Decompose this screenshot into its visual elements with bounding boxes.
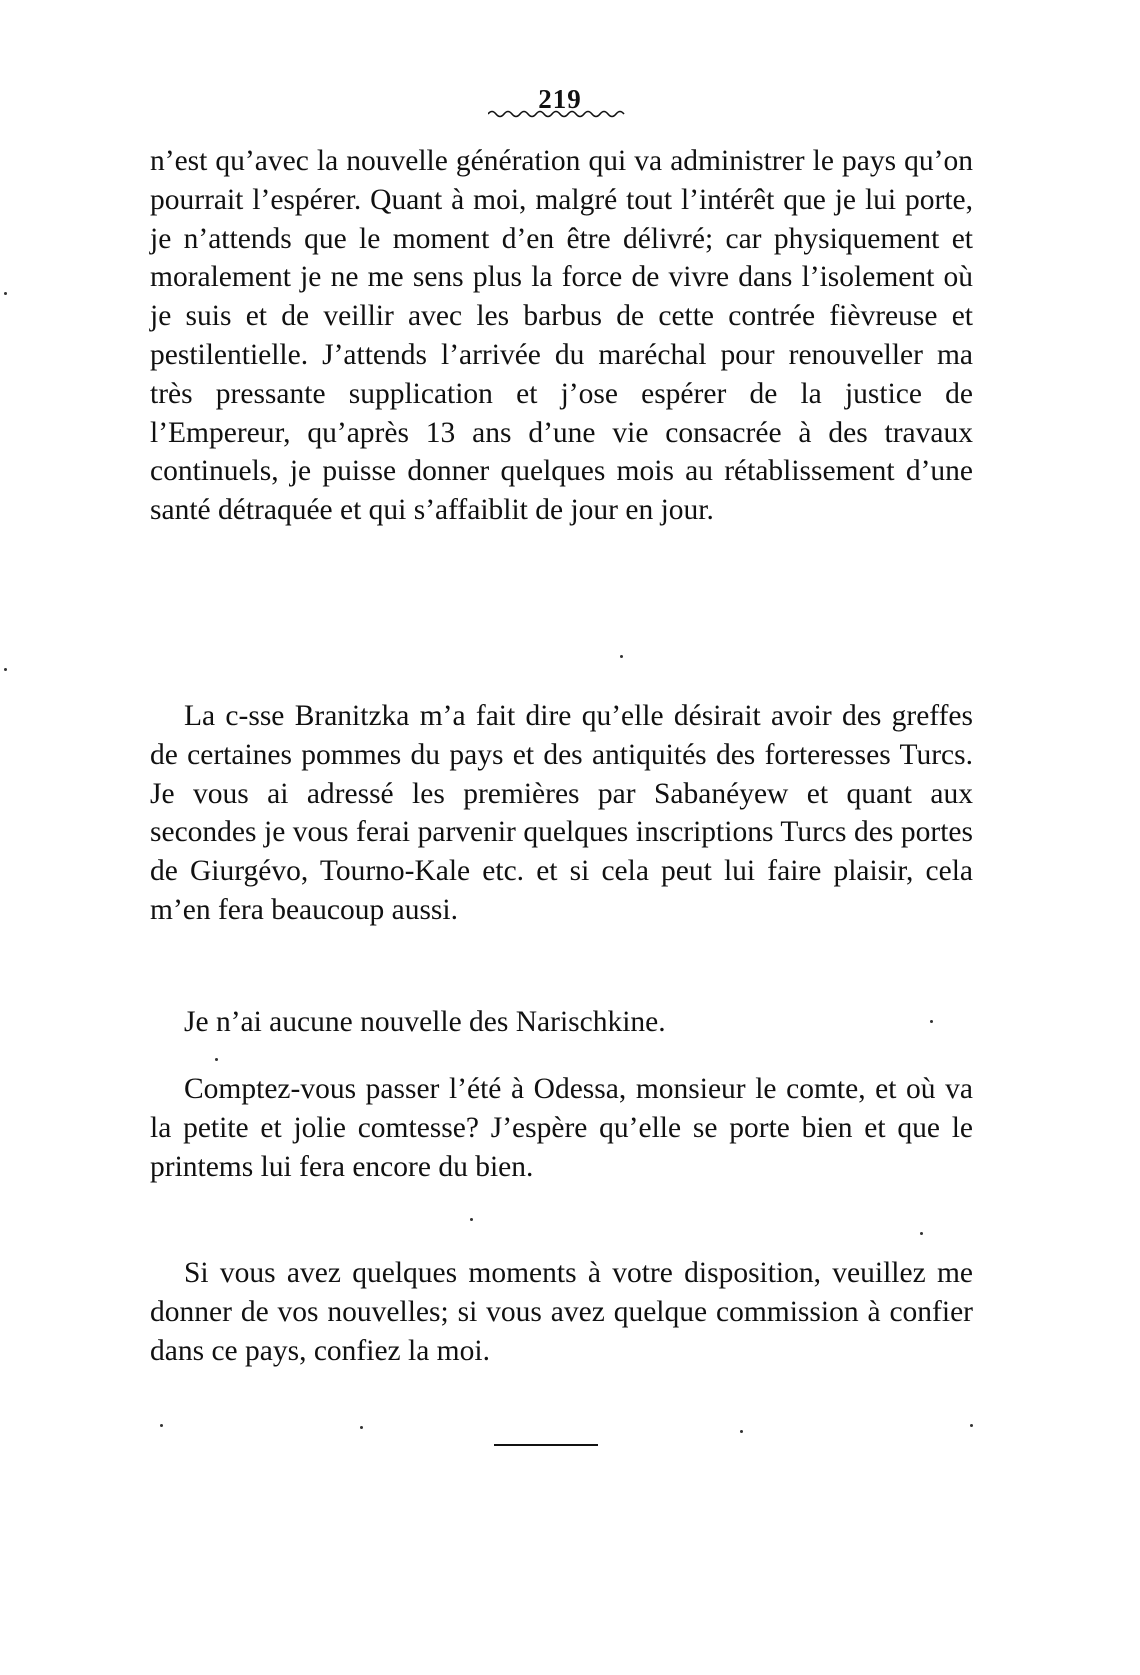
page-number-ornament: [488, 108, 628, 122]
paragraph-5-block: [150, 1254, 973, 1370]
scan-speck: [4, 668, 7, 671]
scan-speck: [360, 1426, 363, 1429]
paragraph-1: n’est qu’avec la nouvelle génération qui va administrer le pays qu’on pourrait l’espérer. Quant à moi, malgré tout l’intérêt que je lui porte, je n’attends que le moment d’en être délivré; car physiquement et moralement je ne me sens plus la force de vivre dans l’isolement où je suis et de veillir avec les barbus de cette contrée fièvreuse et pestilentielle. J’attends l’arrivée du maréchal pour renouveller ma très pressante supplication et j’ose espérer de la justice de l’Empereur, qu’après 13 ans d’une vie consacrée à des travaux continuels, je puisse donner quelques mois au rétablissement d’une santé détraquée et qui s’affaiblit de jour en jour.: [150, 145, 973, 527]
paragraph-2-block: [150, 697, 973, 930]
scan-speck: [215, 1058, 218, 1061]
scan-speck: [970, 1424, 973, 1427]
closing-rule: [494, 1444, 598, 1446]
scan-speck: [160, 1424, 163, 1427]
paragraph-2: La c-sse Branitzka m’a fait dire qu’elle désirait avoir des greffes de certaines pommes du pays et des antiquités des forteresses Turcs. Je vous ai adressé les premières par Sabanéyew et quant aux secondes je vous ferai parvenir quelques inscriptions Turcs des portes de Giurgévo, Tourno-Kale etc. et si cela peut lui faire plaisir, cela m’en fera beaucoup aussi.: [150, 700, 973, 926]
page-number: 219: [538, 84, 582, 114]
paragraph-4: Comptez-vous passer l’été à Odessa, monsieur le comte, et où va la petite et jolie comtesse? J’espère qu’elle se porte bien et que le printems lui fera encore du bien.: [150, 1073, 973, 1183]
paragraph-3-block: [150, 1003, 973, 1042]
scan-speck: [470, 1218, 473, 1221]
paragraph-5: Si vous avez quelques moments à votre disposition, veuillez me donner de vos nouvelles; si vous avez quelque commission à confier dans ce pays, confiez la moi.: [150, 1257, 973, 1367]
scan-speck: [740, 1430, 743, 1433]
paragraph-4-block: [150, 1070, 973, 1186]
paragraph-1-block: [150, 142, 973, 530]
scan-speck: [930, 1020, 933, 1023]
scan-speck: [920, 1232, 923, 1235]
scan-speck: [4, 292, 7, 295]
paragraph-3: Je n’ai aucune nouvelle des Narischkine.: [184, 1006, 666, 1038]
scan-speck: [620, 655, 623, 658]
